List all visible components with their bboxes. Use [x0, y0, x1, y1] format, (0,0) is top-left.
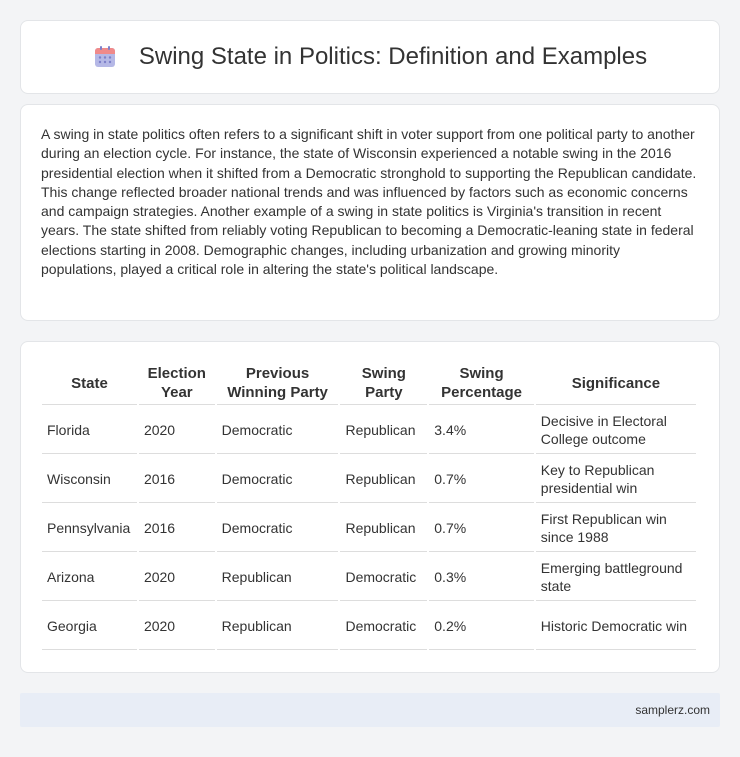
calendar-icon	[93, 45, 117, 69]
cell-swing-percentage: 3.4%	[429, 407, 534, 454]
table-row	[42, 505, 696, 552]
cell-previous-winning-party: Democratic	[217, 456, 339, 503]
cell-state: Wisconsin	[42, 456, 137, 503]
column-header-significance: Significance	[536, 362, 696, 405]
cell-election-year: 2020	[139, 554, 215, 601]
cell-election-year: 2016	[139, 456, 215, 503]
cell-swing-percentage: 0.7%	[429, 456, 534, 503]
column-header-election-year: Election Year	[139, 362, 215, 405]
cell-previous-winning-party: Republican	[217, 603, 339, 650]
cell-significance: First Republican win since 1988	[536, 505, 696, 552]
column-header-swing-party: Swing Party	[340, 362, 427, 405]
cell-previous-winning-party: Democratic	[217, 505, 339, 552]
cell-swing-percentage: 0.3%	[429, 554, 534, 601]
intro-paragraph: A swing in state politics often refers to a significant shift in voter support from one political party to another during an election cycle. For instance, the state of Wisconsin experienced a notable swing in the 2016 presidential election when it shifted from a Democratic stronghold to supporting the Republican candidate. This change reflected broader national trends and was influenced by factors such as economic concerns and campaign strategies. Another example of a swing in state politics is Virginia's transition in recent years. The state shifted from reliably voting Republican to becoming a Democratic-leaning state in federal elections starting in 2008. Demographic changes, including urbanization and growing minority populations, played a critical role in altering the state's political landscape.	[41, 126, 697, 278]
cell-state: Arizona	[42, 554, 137, 601]
table-row	[42, 456, 696, 503]
column-header-previous-winning-party: Previous Winning Party	[217, 362, 339, 405]
table-row	[42, 603, 696, 650]
cell-election-year: 2020	[139, 407, 215, 454]
table-header-row	[42, 362, 696, 405]
table-card	[20, 341, 720, 673]
cell-previous-winning-party: Republican	[217, 554, 339, 601]
cell-swing-percentage: 0.2%	[429, 603, 534, 650]
cell-significance: Emerging battleground state	[536, 554, 696, 601]
cell-election-year: 2020	[139, 603, 215, 650]
cell-significance: Decisive in Electoral College outcome	[536, 407, 696, 454]
cell-election-year: 2016	[139, 505, 215, 552]
cell-swing-percentage: 0.7%	[429, 505, 534, 552]
column-header-swing-percentage: Swing Percentage	[429, 362, 534, 405]
cell-state: Florida	[42, 407, 137, 454]
table-row	[42, 407, 696, 454]
page-title	[93, 43, 647, 71]
title-card	[20, 20, 720, 94]
cell-significance: Key to Republican presidential win	[536, 456, 696, 503]
cell-swing-party: Democratic	[340, 603, 427, 650]
cell-state: Georgia	[42, 603, 137, 650]
cell-swing-party: Democratic	[340, 554, 427, 601]
intro-card	[20, 104, 720, 321]
cell-state: Pennsylvania	[42, 505, 137, 552]
cell-significance: Historic Democratic win	[536, 603, 696, 650]
page-title-text: Swing State in Politics: Definition and Examples	[138, 43, 648, 70]
cell-previous-winning-party: Democratic	[217, 407, 339, 454]
column-header-state: State	[42, 362, 137, 405]
cell-swing-party: Republican	[340, 505, 427, 552]
cell-swing-party: Republican	[340, 407, 427, 454]
table-row	[42, 554, 696, 601]
footer	[20, 693, 720, 727]
swing-states-table	[40, 360, 698, 652]
footer-site-link[interactable]: samplerz.com	[635, 703, 710, 717]
cell-swing-party: Republican	[340, 456, 427, 503]
